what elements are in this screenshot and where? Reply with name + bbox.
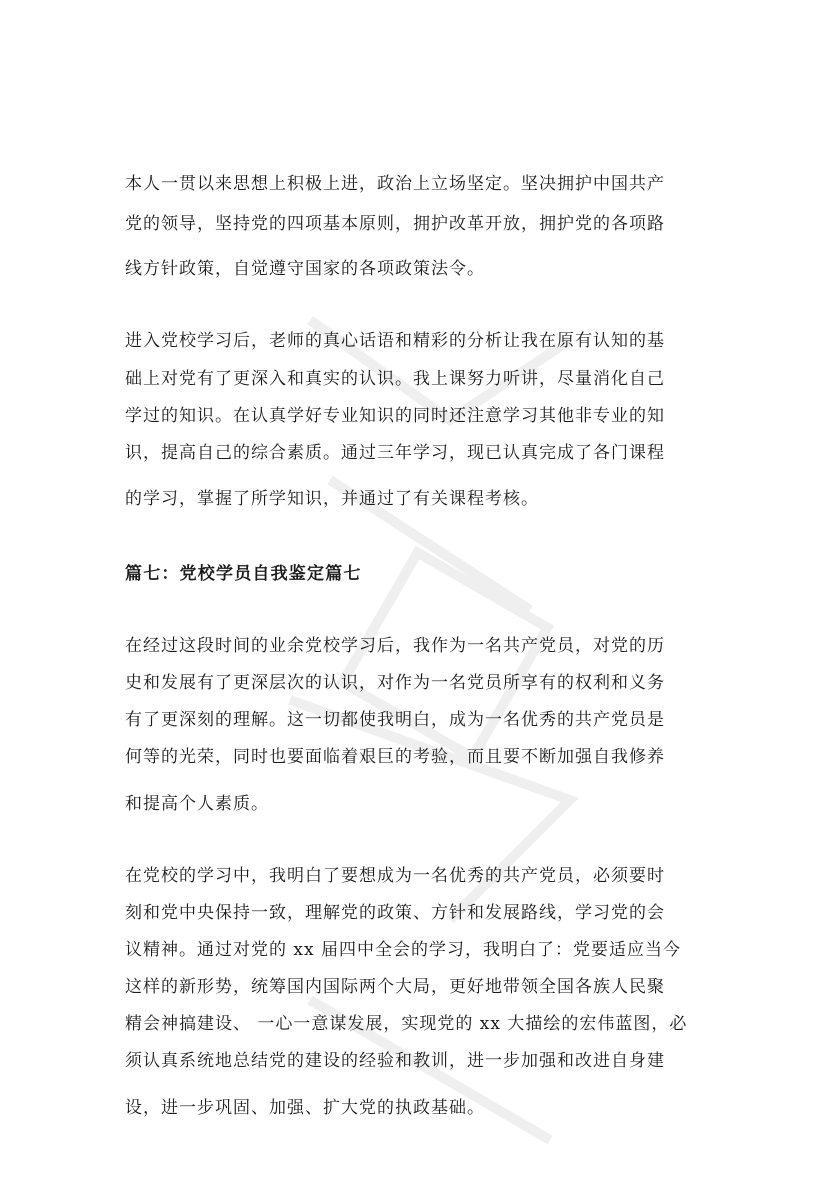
paragraph-4-line-3: 议精神。通过对党的 xx 届四中全会的学习，我明白了：党要适应当今 xyxy=(125,940,681,960)
section-heading: 篇七：党校学员自我鉴定篇七 xyxy=(125,564,362,584)
paragraph-4-line-1: 在党校的学习中，我明白了要想成为一名优秀的共产党员，必须要时 xyxy=(125,866,665,886)
paragraph-3-line-1: 在经过这段时间的业余党校学习后，我作为一名共产党员，对党的历 xyxy=(125,636,665,656)
paragraph-1-line-2: 党的领导，坚持党的四项基本原则，拥护改革开放，拥护党的各项路 xyxy=(125,214,665,234)
paragraph-2-line-1: 进入党校学习后，老师的真心话语和精彩的分析让我在原有认知的基 xyxy=(125,331,665,351)
paragraph-2-line-4: 识，提高自己的综合素质。通过三年学习，现已认真完成了各门课程 xyxy=(125,443,665,463)
paragraph-4-line-6: 须认真系统地总结党的建设的经验和教训，进一步加强和改进自身建 xyxy=(125,1051,665,1071)
paragraph-2-line-2: 础上对党有了更深入和真实的认识。我上课努力听讲，尽量消化自己 xyxy=(125,369,665,389)
paragraph-1-line-1: 本人一贯以来思想上积极上进，政治上立场坚定。坚决拥护中国共产 xyxy=(125,174,665,194)
paragraph-3-line-3: 有了更深刻的理解。这一切都使我明白，成为一名优秀的共产党员是 xyxy=(125,710,665,730)
paragraph-2-line-5: 的学习，掌握了所学知识，并通过了有关课程考核。 xyxy=(125,489,539,509)
paragraph-2-line-3: 学过的知识。在认真学好专业知识的同时还注意学习其他非专业的知 xyxy=(125,406,665,426)
paragraph-4-line-2: 刻和党中央保持一致，理解党的政策、方针和发展路线，学习党的会 xyxy=(125,903,665,923)
paragraph-4-line-7: 设，进一步巩固、加强、扩大党的执政基础。 xyxy=(125,1098,485,1118)
paragraph-3-line-4: 何等的光荣，同时也要面临着艰巨的考验，而且要不断加强自我修养 xyxy=(125,747,665,767)
paragraph-4-line-5: 精会神搞建设、 一心一意谋发展，实现党的 xx 大描绘的宏伟蓝图，必 xyxy=(125,1014,688,1034)
paragraph-3-line-2: 史和发展有了更深层次的认识，对作为一名党员所享有的权利和义务 xyxy=(125,673,665,693)
paragraph-1-line-3: 线方针政策，自觉遵守国家的各项政策法令。 xyxy=(125,259,485,279)
paragraph-4-line-4: 这样的新形势，统筹国内国际两个大局，更好地带领全国各族人民聚 xyxy=(125,977,665,997)
paragraph-3-line-5: 和提高个人素质。 xyxy=(125,794,269,814)
